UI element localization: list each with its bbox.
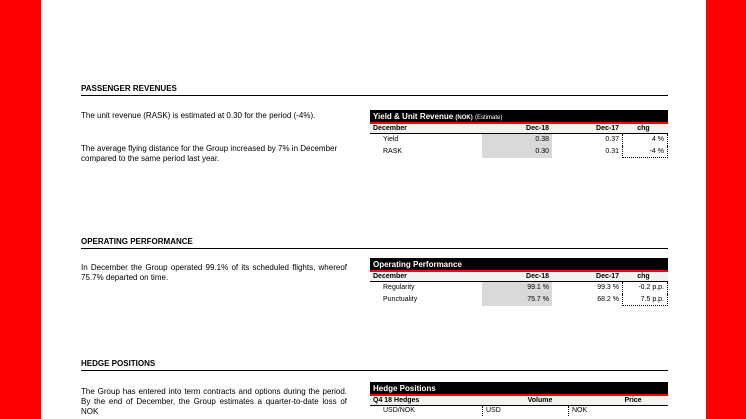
cell-dec17: 68.2 % <box>597 296 619 303</box>
cell-volume: USD <box>482 406 568 416</box>
cell-dec17: 0.37 <box>605 136 619 143</box>
yield-table-title: Yield & Unit Revenue <box>373 112 454 121</box>
section-title-passenger-revenues: PASSENGER REVENUES <box>81 84 668 96</box>
column-header: Volume <box>527 397 553 404</box>
cell-dec18: 75.7 % <box>482 294 552 306</box>
cell-chg: 7.5 p.p. <box>622 294 668 306</box>
column-header: Dec-18 <box>526 273 549 280</box>
row-label: Punctuality <box>383 296 418 303</box>
passenger-paragraph-1: The unit revenue (RASK) is estimated at 0.30 for the period (-4%). <box>81 111 316 120</box>
yield-table-note: (Estimate) <box>474 115 503 121</box>
column-header: Dec-17 <box>596 273 619 280</box>
cell-dec18: 0.30 <box>482 146 552 158</box>
row-label: Regularity <box>383 284 415 291</box>
column-header: December <box>373 273 407 280</box>
column-header: Dec-18 <box>526 125 549 132</box>
cell-chg: -0.2 p.p. <box>622 282 668 294</box>
yield-table-unit: (NOK) <box>455 115 473 121</box>
row-label: RASK <box>383 148 403 155</box>
cell-dec18: 99.1 % <box>482 282 552 294</box>
table-row <box>370 406 668 416</box>
operating-table-column-headers <box>370 272 668 282</box>
column-header: Price <box>624 397 642 404</box>
table-row <box>370 134 668 146</box>
hedge-table-column-headers <box>370 396 668 406</box>
row-label: Yield <box>383 136 399 143</box>
table-row <box>370 294 668 306</box>
yield-table-header <box>370 110 668 124</box>
right-red-border <box>706 0 746 419</box>
cell-dec18: 0.38 <box>482 134 552 146</box>
operating-table-header: Operating Performance <box>370 258 668 272</box>
hedge-paragraph-1: The Group has entered into term contracts and options during the period. By the end of December, the Group estimates a quarter-to-date loss of NOK <box>81 387 347 416</box>
yield-unit-revenue-table <box>370 110 668 158</box>
cell-chg: 4 % <box>622 134 668 146</box>
operating-performance-table <box>370 258 668 306</box>
operating-paragraph-1: In December the Group operated 99.1% of its scheduled flights, whereof 75.7% departed on time. <box>81 263 347 282</box>
section-title-hedge-positions: HEDGE POSITIONS <box>81 359 668 371</box>
left-red-border <box>0 0 41 419</box>
cell-dec17: 0.31 <box>605 148 619 155</box>
hedge-table-header: Hedge Positions <box>370 382 668 396</box>
table-row <box>370 282 668 294</box>
column-header: chg <box>637 273 650 280</box>
hedge-positions-table <box>370 382 668 416</box>
cell-dec17: 99.3 % <box>597 284 619 291</box>
column-header: Q4 18 Hedges <box>373 397 420 404</box>
column-header: December <box>373 125 407 132</box>
column-header: chg <box>637 125 650 132</box>
table-row <box>370 146 668 158</box>
yield-table-column-headers <box>370 124 668 134</box>
cell-chg: -4 % <box>622 146 668 158</box>
section-title-operating-performance: OPERATING PERFORMANCE <box>81 237 668 249</box>
column-header: Dec-17 <box>596 125 619 132</box>
cell-price: NOK <box>568 406 668 416</box>
passenger-paragraph-2: The average flying distance for the Group increased by 7% in December compared to the same period last year. <box>81 144 338 163</box>
row-label: USD/NOK <box>383 407 415 414</box>
